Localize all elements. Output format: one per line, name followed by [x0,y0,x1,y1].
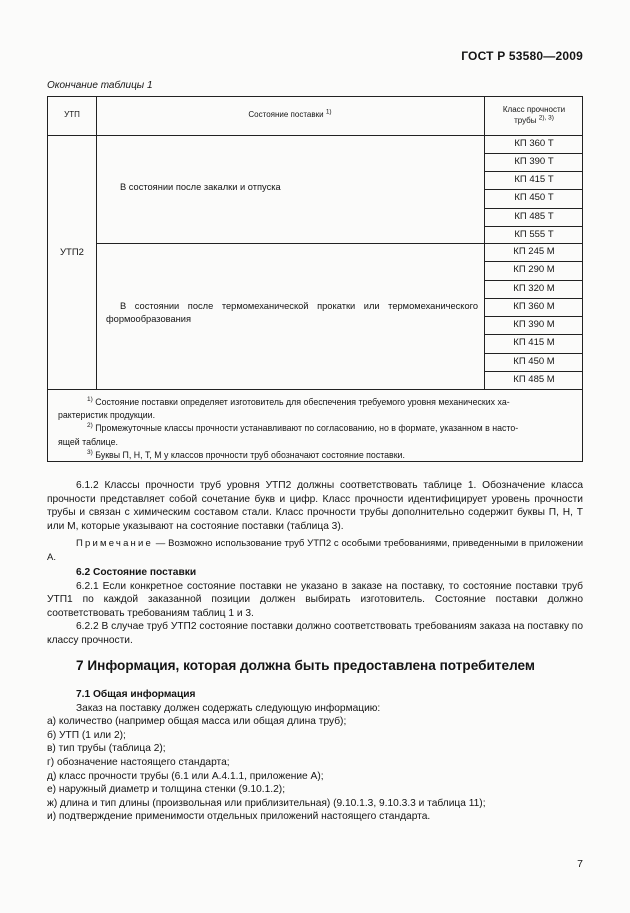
class-row-divider [484,371,582,372]
section-6-2 [47,566,583,648]
footnote-mark: 2) [87,422,93,430]
strength-class-cell: КП 450 М [513,355,555,367]
class-row-divider [484,208,582,209]
order-list-item: а) количество (например общая масса или общая длина труб); [47,716,347,728]
order-list-item: в) тип трубы (таблица 2); [47,743,166,755]
strength-class-table [47,96,583,462]
section-7-1 [47,688,583,824]
strength-class-cell: КП 360 М [513,300,555,312]
paragraph-6-1-2: 6.1.2 Классы прочности труб уровня УТП2 должны соответствовать таблице 1. Обозначение класса прочности представляет собой сочетание букв и цифр. Класс прочности идентифицирует уровень прочности трубы и связан с химическим составом стали. Класс прочности трубы дополнительно содержит буквы П, Н, Т или М, которые указывают на состояние поставки (таблица 3). [47,480,583,532]
order-list-item: ж) длина и тип длины (произвольная или приблизительная) (9.10.1.3, 9.10.3.3 и таблица 11); [47,797,486,809]
class-row-divider [484,153,582,154]
strength-class-cell: КП 390 Т [514,155,554,167]
strength-class-cell: КП 415 М [513,337,555,349]
delivery-state-quench-temper: В состоянии после закалки и отпуска [120,182,281,192]
header-strength-class-label: трубы [514,116,537,125]
header-footnote-mark: 1) [325,108,332,116]
class-row-divider [484,334,582,335]
strength-class-cell: КП 245 М [513,246,555,257]
note-text: — Возможно использование труб УТП2 с особыми требованиями, приведенными в приложении А. [47,538,583,563]
strength-class-cell: КП 485 М [513,373,555,385]
footnote-text: Состояние поставки определяет изготовитель для обеспечения требуемого уровня механических ха- [95,397,510,407]
note-block [47,537,583,564]
heading-section-7: 7 Информация, которая должна быть предоставлена потребителем [76,658,535,673]
strength-class-cell: КП 360 Т [514,137,554,149]
delivery-state-thermomechanical: В состоянии после термомеханической прокатки или термомеханического формообразования [106,301,478,324]
table-caption: Окончание таблицы 1 [47,80,153,91]
header-strength-class [485,104,583,126]
footnote-line [58,422,578,435]
footnote-line [58,449,578,462]
paragraph-6-2-2: 6.2.2 В случае труб УТП2 состояние поставки должно соответствовать требованиям заказа на поставку по классу прочности. [47,621,583,646]
document-code: ГОСТ Р 53580—2009 [461,49,583,63]
class-row-divider [484,316,582,317]
group-label-utp2: УТП2 [60,247,84,258]
class-row-divider [484,353,582,354]
header-delivery-state-label: Состояние поставки [248,110,324,119]
order-list-item: и) подтверждение применимости отдельных приложений настоящего стандарта. [47,811,431,823]
footnote-text: рактеристик продукции. [58,410,156,421]
footnote-text: Промежуточные классы прочности устанавливают по согласованию, но в формате, указанном в насто- [95,423,519,434]
note-label: Примечание [76,538,153,549]
class-row-divider [484,189,582,190]
strength-class-cell: КП 390 М [513,319,555,330]
footnote-mark: 3) [87,448,93,456]
class-row-divider [484,298,582,299]
footnote-line [58,409,578,422]
header-delivery-state [96,110,484,119]
note-paragraph [47,537,583,564]
heading-7-1: 7.1 Общая информация [76,689,196,700]
order-list-item: б) УТП (1 или 2); [47,729,126,741]
order-intro: Заказ на поставку должен содержать следующую информацию: [76,702,381,714]
order-list-item: г) обозначение настоящего стандарта; [47,756,230,768]
strength-class-cell: КП 290 М [513,264,555,276]
section-6-1-2 [47,479,583,533]
class-row-divider [484,226,582,227]
header-strength-class-line1: Класс прочности [502,105,566,114]
header-strength-class-line2 [485,115,583,126]
header-footnote-mark: 2), 3) [538,114,554,122]
strength-class-cell: КП 320 М [513,282,555,294]
header-utp: УТП [64,110,80,119]
order-list-item: е) наружный диаметр и толщина стенки (9.10.1.2); [47,784,286,796]
class-row-divider [484,171,582,172]
strength-class-cell: КП 485 Т [514,210,554,222]
footnote-mark: 1) [87,396,93,404]
paragraph-6-2-1: 6.2.1 Если конкретное состояние поставки не указано в заказе на поставку, то состояние поставки труб УТП1 по каждой заказанной позиции должен выбирать изготовитель. Состояние поставки должно соответствовать требованиям таблиц 1 и 3. [47,580,583,619]
class-row-divider [484,280,582,281]
footnote-line [58,436,578,449]
footnote-divider [48,389,582,390]
order-list-item: д) класс прочности трубы (6.1 или А.4.1.1, приложение А); [47,770,324,782]
strength-class-cell: КП 450 Т [514,192,554,204]
footnote-line [58,396,578,409]
footnote-text: ящей таблице. [58,436,118,447]
page-number: 7 [577,858,583,870]
footnote-text: Буквы П, Н, Т, М у классов прочности труб обозначают состояние поставки. [95,449,405,460]
strength-class-cell: КП 415 Т [514,174,554,185]
strength-class-cell: КП 555 Т [514,228,554,240]
class-row-divider [484,261,582,262]
order-requirements-list [47,715,583,824]
heading-6-2: 6.2 Состояние поставки [76,567,197,578]
